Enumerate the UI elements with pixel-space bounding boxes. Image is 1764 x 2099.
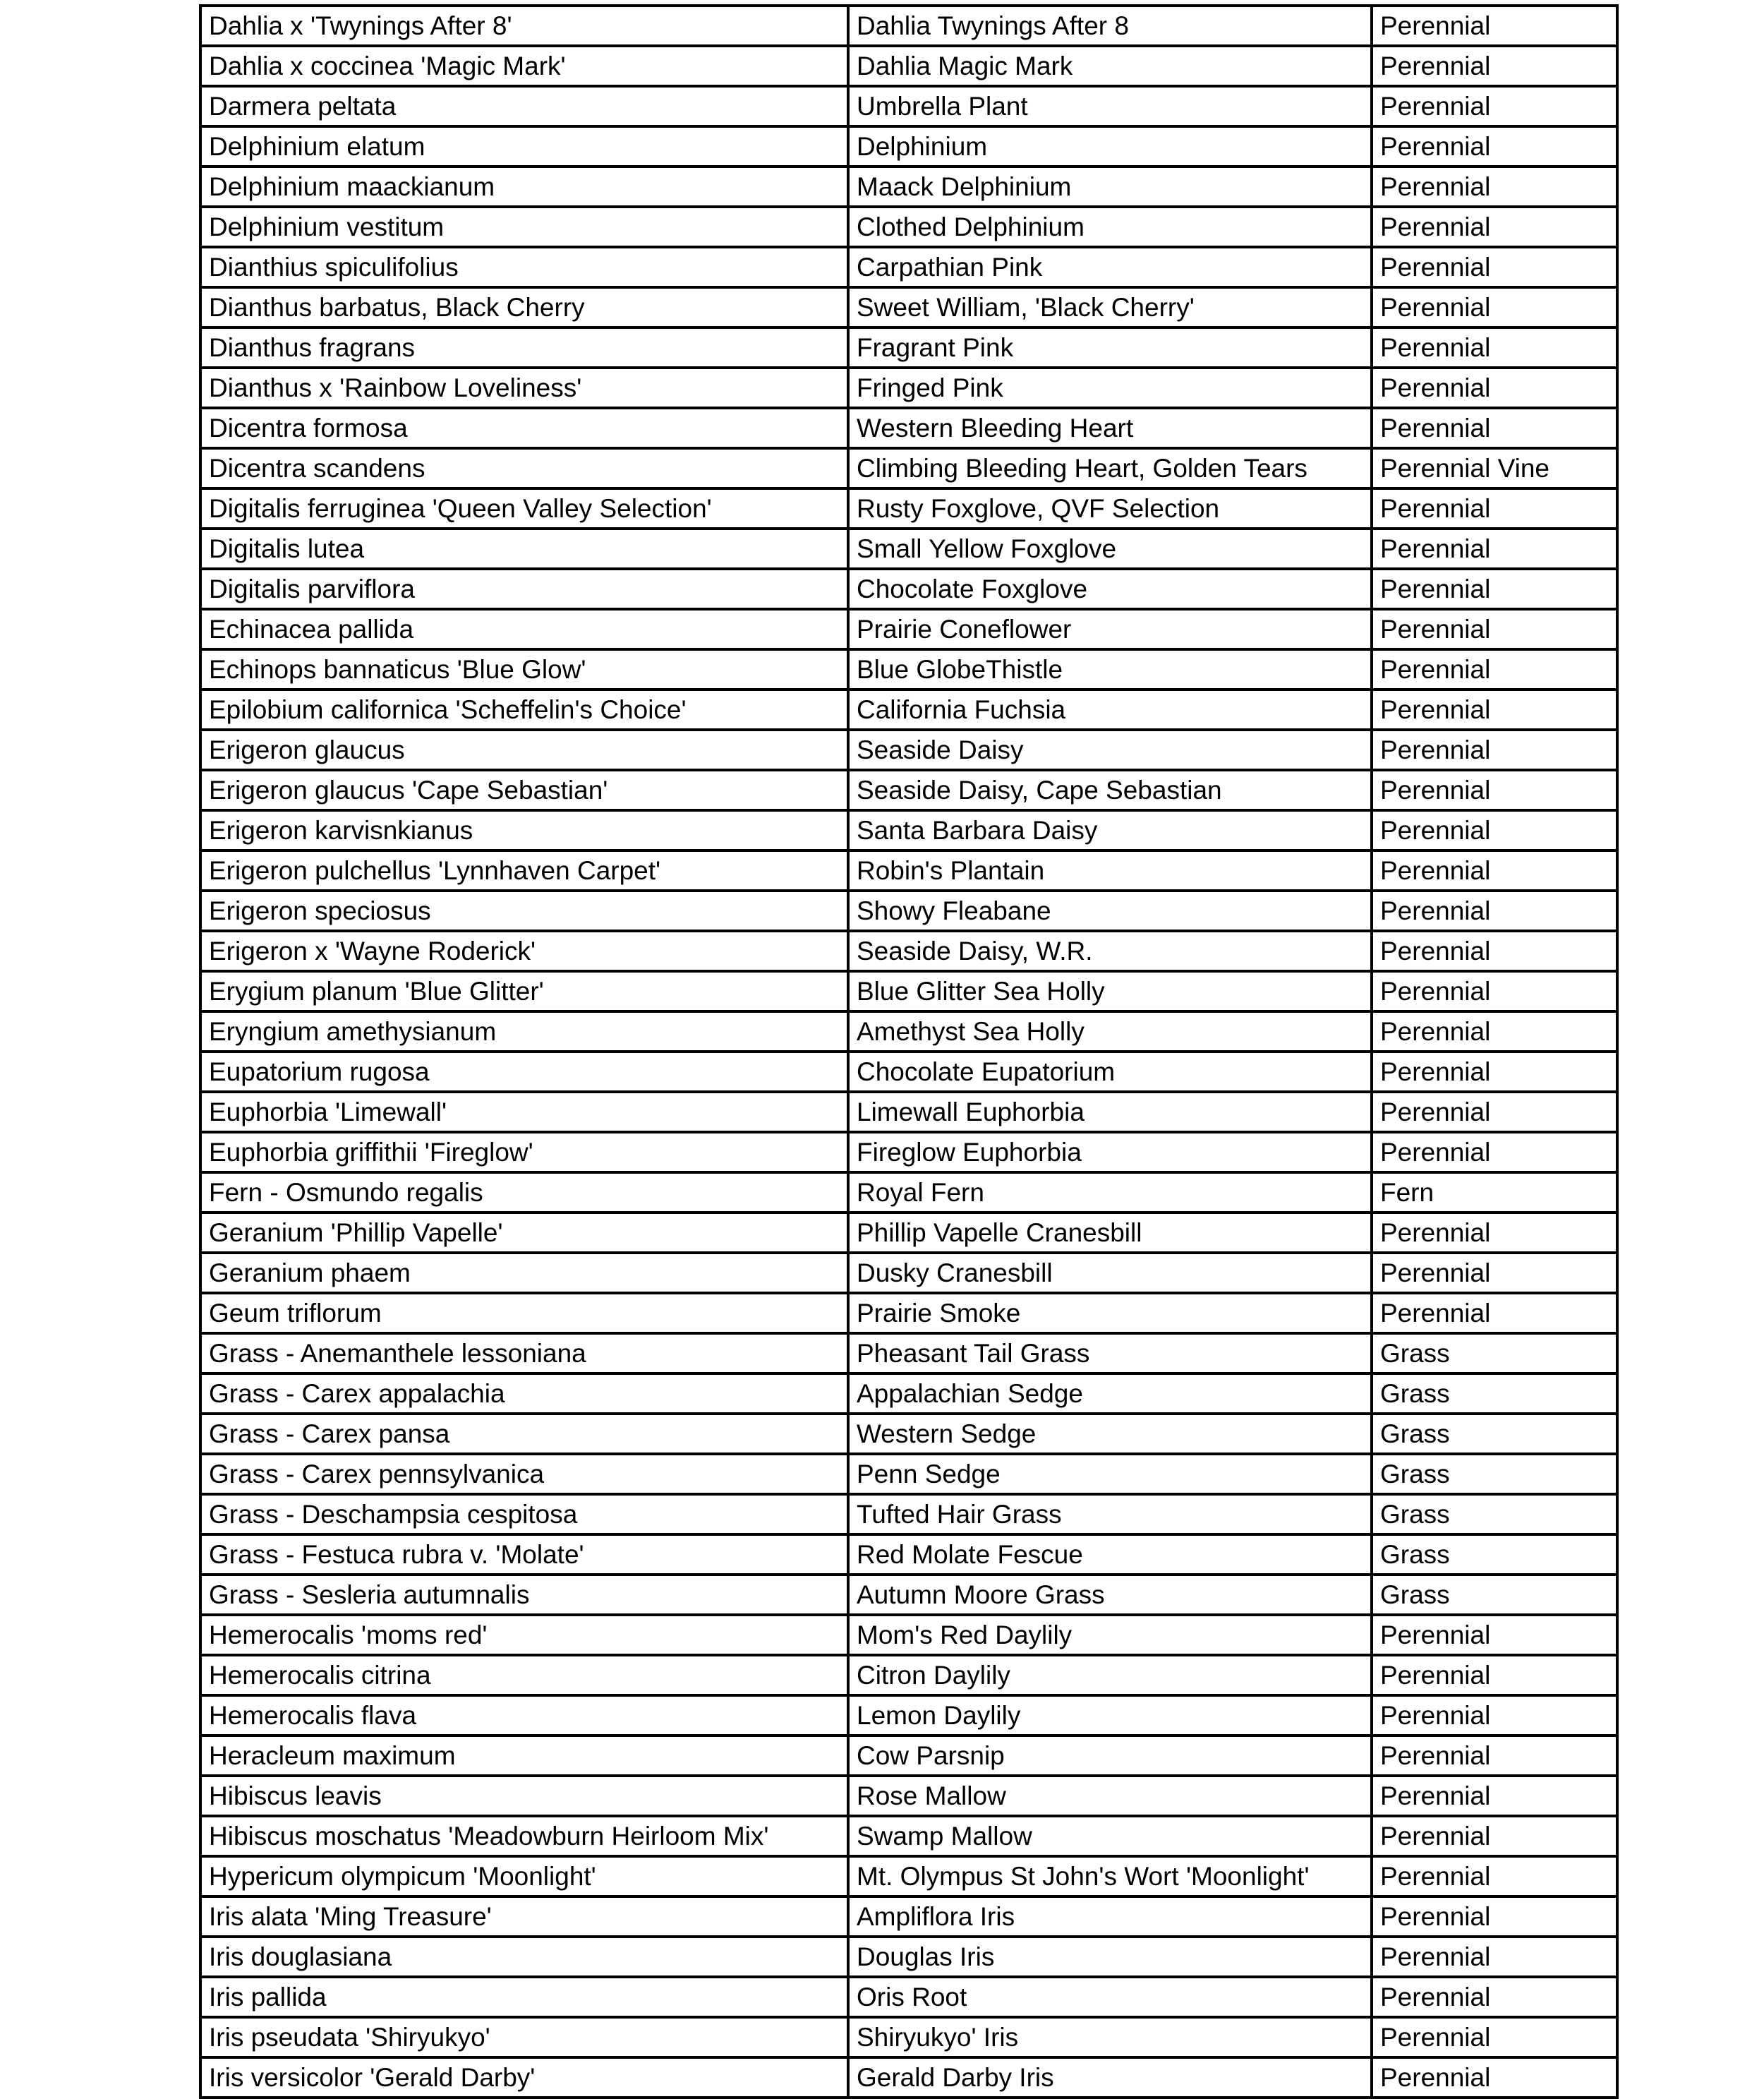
common-name-cell: Seaside Daisy, W.R. <box>848 931 1372 971</box>
table-row <box>200 1333 1617 1373</box>
table-row <box>200 690 1617 730</box>
plant-type-cell: Perennial <box>1372 1253 1617 1293</box>
table-row <box>200 1011 1617 1052</box>
botanical-name-cell: Euphorbia 'Limewall' <box>200 1092 848 1132</box>
table-row <box>200 1454 1617 1494</box>
common-name-cell: Citron Daylily <box>848 1655 1372 1695</box>
common-name-cell: Gerald Darby Iris <box>848 2057 1372 2098</box>
botanical-name-cell: Grass - Carex pennsylvanica <box>200 1454 848 1494</box>
botanical-name-cell: Delphinium vestitum <box>200 207 848 247</box>
botanical-name-cell: Hibiscus moschatus 'Meadowburn Heirloom Mix' <box>200 1816 848 1856</box>
botanical-name-cell: Hibiscus leavis <box>200 1776 848 1816</box>
plant-type-cell: Grass <box>1372 1494 1617 1534</box>
plant-type-cell: Perennial <box>1372 1896 1617 1937</box>
plant-type-cell: Grass <box>1372 1454 1617 1494</box>
plant-type-cell: Perennial <box>1372 1052 1617 1092</box>
botanical-name-cell: Echinops bannaticus 'Blue Glow' <box>200 649 848 690</box>
common-name-cell: Sweet William, 'Black Cherry' <box>848 287 1372 327</box>
botanical-name-cell: Erigeron speciosus <box>200 891 848 931</box>
botanical-name-cell: Eryngium amethysianum <box>200 1011 848 1052</box>
plant-type-cell: Perennial <box>1372 649 1617 690</box>
plant-type-cell: Perennial <box>1372 690 1617 730</box>
common-name-cell: Ampliflora Iris <box>848 1896 1372 1937</box>
botanical-name-cell: Echinacea pallida <box>200 609 848 649</box>
botanical-name-cell: Geranium phaem <box>200 1253 848 1293</box>
common-name-cell: Royal Fern <box>848 1172 1372 1213</box>
common-name-cell: Tufted Hair Grass <box>848 1494 1372 1534</box>
plant-list-body <box>200 6 1617 2098</box>
common-name-cell: Fireglow Euphorbia <box>848 1132 1372 1172</box>
botanical-name-cell: Delphinium maackianum <box>200 167 848 207</box>
table-row <box>200 770 1617 810</box>
botanical-name-cell: Euphorbia griffithii 'Fireglow' <box>200 1132 848 1172</box>
botanical-name-cell: Grass - Festuca rubra v. 'Molate' <box>200 1534 848 1575</box>
table-row <box>200 649 1617 690</box>
table-row <box>200 1937 1617 1977</box>
botanical-name-cell: Iris versicolor 'Gerald Darby' <box>200 2057 848 2098</box>
botanical-name-cell: Fern - Osmundo regalis <box>200 1172 848 1213</box>
common-name-cell: Dusky Cranesbill <box>848 1253 1372 1293</box>
plant-type-cell: Perennial <box>1372 126 1617 167</box>
common-name-cell: Showy Fleabane <box>848 891 1372 931</box>
common-name-cell: Lemon Daylily <box>848 1695 1372 1736</box>
botanical-name-cell: Digitalis parviflora <box>200 569 848 609</box>
common-name-cell: Mt. Olympus St John's Wort 'Moonlight' <box>848 1856 1372 1896</box>
table-row <box>200 1695 1617 1736</box>
table-row <box>200 1052 1617 1092</box>
botanical-name-cell: Hypericum olympicum 'Moonlight' <box>200 1856 848 1896</box>
botanical-name-cell: Iris alata 'Ming Treasure' <box>200 1896 848 1937</box>
table-row <box>200 1494 1617 1534</box>
table-row <box>200 1816 1617 1856</box>
plant-type-cell: Grass <box>1372 1414 1617 1454</box>
plant-type-cell: Perennial <box>1372 1655 1617 1695</box>
common-name-cell: Blue GlobeThistle <box>848 649 1372 690</box>
plant-type-cell: Perennial <box>1372 408 1617 448</box>
plant-type-cell: Perennial <box>1372 770 1617 810</box>
table-row <box>200 971 1617 1011</box>
common-name-cell: Mom's Red Daylily <box>848 1615 1372 1655</box>
plant-type-cell: Grass <box>1372 1373 1617 1414</box>
table-row <box>200 1172 1617 1213</box>
table-row <box>200 86 1617 126</box>
botanical-name-cell: Dicentra formosa <box>200 408 848 448</box>
common-name-cell: Climbing Bleeding Heart, Golden Tears <box>848 448 1372 488</box>
plant-type-cell: Perennial <box>1372 1736 1617 1776</box>
plant-type-cell: Perennial <box>1372 247 1617 287</box>
botanical-name-cell: Erygium planum 'Blue Glitter' <box>200 971 848 1011</box>
plant-type-cell: Perennial <box>1372 368 1617 408</box>
common-name-cell: Limewall Euphorbia <box>848 1092 1372 1132</box>
botanical-name-cell: Eupatorium rugosa <box>200 1052 848 1092</box>
plant-type-cell: Perennial <box>1372 1776 1617 1816</box>
plant-type-cell: Perennial <box>1372 1856 1617 1896</box>
botanical-name-cell: Erigeron pulchellus 'Lynnhaven Carpet' <box>200 850 848 891</box>
table-row <box>200 247 1617 287</box>
botanical-name-cell: Hemerocalis 'moms red' <box>200 1615 848 1655</box>
table-row <box>200 327 1617 368</box>
botanical-name-cell: Geranium 'Phillip Vapelle' <box>200 1213 848 1253</box>
botanical-name-cell: Iris pallida <box>200 1977 848 2017</box>
table-row <box>200 6 1617 46</box>
table-row <box>200 126 1617 167</box>
plant-type-cell: Grass <box>1372 1333 1617 1373</box>
common-name-cell: Autumn Moore Grass <box>848 1575 1372 1615</box>
plant-type-cell: Perennial <box>1372 1092 1617 1132</box>
table-row <box>200 529 1617 569</box>
table-row <box>200 167 1617 207</box>
plant-type-cell: Perennial Vine <box>1372 448 1617 488</box>
botanical-name-cell: Grass - Anemanthele lessoniana <box>200 1333 848 1373</box>
botanical-name-cell: Erigeron glaucus <box>200 730 848 770</box>
common-name-cell: Fringed Pink <box>848 368 1372 408</box>
table-row <box>200 287 1617 327</box>
common-name-cell: Penn Sedge <box>848 1454 1372 1494</box>
common-name-cell: Delphinium <box>848 126 1372 167</box>
common-name-cell: Chocolate Eupatorium <box>848 1052 1372 1092</box>
plant-type-cell: Perennial <box>1372 2057 1617 2098</box>
common-name-cell: Seaside Daisy <box>848 730 1372 770</box>
table-row <box>200 810 1617 850</box>
common-name-cell: Clothed Delphinium <box>848 207 1372 247</box>
common-name-cell: Santa Barbara Daisy <box>848 810 1372 850</box>
plant-type-cell: Perennial <box>1372 46 1617 86</box>
table-row <box>200 1977 1617 2017</box>
table-row <box>200 1655 1617 1695</box>
plant-type-cell: Perennial <box>1372 1615 1617 1655</box>
botanical-name-cell: Dahlia x coccinea 'Magic Mark' <box>200 46 848 86</box>
plant-type-cell: Perennial <box>1372 1695 1617 1736</box>
botanical-name-cell: Digitalis ferruginea 'Queen Valley Selection' <box>200 488 848 529</box>
botanical-name-cell: Grass - Carex pansa <box>200 1414 848 1454</box>
plant-type-cell: Perennial <box>1372 730 1617 770</box>
plant-type-cell: Perennial <box>1372 1977 1617 2017</box>
table-row <box>200 1414 1617 1454</box>
botanical-name-cell: Dianthus x 'Rainbow Loveliness' <box>200 368 848 408</box>
table-row <box>200 408 1617 448</box>
table-row <box>200 1534 1617 1575</box>
common-name-cell: Fragrant Pink <box>848 327 1372 368</box>
table-row <box>200 2017 1617 2057</box>
common-name-cell: Red Molate Fescue <box>848 1534 1372 1575</box>
botanical-name-cell: Dicentra scandens <box>200 448 848 488</box>
plant-type-cell: Perennial <box>1372 850 1617 891</box>
table-row <box>200 1253 1617 1293</box>
plant-type-cell: Perennial <box>1372 287 1617 327</box>
plant-type-cell: Perennial <box>1372 609 1617 649</box>
table-row <box>200 1776 1617 1816</box>
botanical-name-cell: Epilobium californica 'Scheffelin's Choice' <box>200 690 848 730</box>
botanical-name-cell: Grass - Deschampsia cespitosa <box>200 1494 848 1534</box>
common-name-cell: Rose Mallow <box>848 1776 1372 1816</box>
botanical-name-cell: Darmera peltata <box>200 86 848 126</box>
botanical-name-cell: Dianthus fragrans <box>200 327 848 368</box>
plant-type-cell: Fern <box>1372 1172 1617 1213</box>
table-row <box>200 368 1617 408</box>
common-name-cell: Western Sedge <box>848 1414 1372 1454</box>
plant-type-cell: Perennial <box>1372 6 1617 46</box>
botanical-name-cell: Erigeron karvisnkianus <box>200 810 848 850</box>
common-name-cell: Rusty Foxglove, QVF Selection <box>848 488 1372 529</box>
table-row <box>200 931 1617 971</box>
common-name-cell: Chocolate Foxglove <box>848 569 1372 609</box>
common-name-cell: Douglas Iris <box>848 1937 1372 1977</box>
plant-type-cell: Perennial <box>1372 1132 1617 1172</box>
table-row <box>200 488 1617 529</box>
common-name-cell: Robin's Plantain <box>848 850 1372 891</box>
common-name-cell: Dahlia Magic Mark <box>848 46 1372 86</box>
common-name-cell: Appalachian Sedge <box>848 1373 1372 1414</box>
plant-type-cell: Grass <box>1372 1575 1617 1615</box>
table-row <box>200 448 1617 488</box>
plant-type-cell: Perennial <box>1372 1937 1617 1977</box>
botanical-name-cell: Erigeron x 'Wayne Roderick' <box>200 931 848 971</box>
common-name-cell: Small Yellow Foxglove <box>848 529 1372 569</box>
common-name-cell: Seaside Daisy, Cape Sebastian <box>848 770 1372 810</box>
common-name-cell: Oris Root <box>848 1977 1372 2017</box>
plant-type-cell: Perennial <box>1372 931 1617 971</box>
plant-type-cell: Grass <box>1372 1534 1617 1575</box>
plant-type-cell: Perennial <box>1372 569 1617 609</box>
common-name-cell: Cow Parsnip <box>848 1736 1372 1776</box>
table-row <box>200 1736 1617 1776</box>
botanical-name-cell: Heracleum maximum <box>200 1736 848 1776</box>
plant-type-cell: Perennial <box>1372 86 1617 126</box>
plant-type-cell: Perennial <box>1372 810 1617 850</box>
common-name-cell: Prairie Smoke <box>848 1293 1372 1333</box>
common-name-cell: Dahlia Twynings After 8 <box>848 6 1372 46</box>
table-row <box>200 730 1617 770</box>
botanical-name-cell: Erigeron glaucus 'Cape Sebastian' <box>200 770 848 810</box>
common-name-cell: Pheasant Tail Grass <box>848 1333 1372 1373</box>
table-row <box>200 1213 1617 1253</box>
botanical-name-cell: Dahlia x 'Twynings After 8' <box>200 6 848 46</box>
botanical-name-cell: Grass - Sesleria autumnalis <box>200 1575 848 1615</box>
table-row <box>200 569 1617 609</box>
botanical-name-cell: Iris douglasiana <box>200 1937 848 1977</box>
plant-type-cell: Perennial <box>1372 488 1617 529</box>
botanical-name-cell: Delphinium elatum <box>200 126 848 167</box>
common-name-cell: Western Bleeding Heart <box>848 408 1372 448</box>
plant-type-cell: Perennial <box>1372 1816 1617 1856</box>
common-name-cell: Swamp Mallow <box>848 1816 1372 1856</box>
table-row <box>200 1092 1617 1132</box>
table-row <box>200 1856 1617 1896</box>
botanical-name-cell: Hemerocalis citrina <box>200 1655 848 1695</box>
table-row <box>200 1373 1617 1414</box>
botanical-name-cell: Grass - Carex appalachia <box>200 1373 848 1414</box>
table-row <box>200 891 1617 931</box>
botanical-name-cell: Dianthius spiculifolius <box>200 247 848 287</box>
plant-type-cell: Perennial <box>1372 207 1617 247</box>
table-row <box>200 1575 1617 1615</box>
plant-type-cell: Perennial <box>1372 1293 1617 1333</box>
plant-type-cell: Perennial <box>1372 327 1617 368</box>
plant-type-cell: Perennial <box>1372 1011 1617 1052</box>
table-row <box>200 850 1617 891</box>
table-row <box>200 1132 1617 1172</box>
table-row <box>200 609 1617 649</box>
common-name-cell: Prairie Coneflower <box>848 609 1372 649</box>
table-row <box>200 46 1617 86</box>
plant-type-cell: Perennial <box>1372 971 1617 1011</box>
plant-type-cell: Perennial <box>1372 1213 1617 1253</box>
table-row <box>200 2057 1617 2098</box>
botanical-name-cell: Digitalis lutea <box>200 529 848 569</box>
common-name-cell: Shiryukyo' Iris <box>848 2017 1372 2057</box>
table-row <box>200 207 1617 247</box>
botanical-name-cell: Iris pseudata 'Shiryukyo' <box>200 2017 848 2057</box>
botanical-name-cell: Dianthus barbatus, Black Cherry <box>200 287 848 327</box>
plant-list-table <box>199 4 1619 2099</box>
common-name-cell: California Fuchsia <box>848 690 1372 730</box>
table-row <box>200 1293 1617 1333</box>
botanical-name-cell: Hemerocalis flava <box>200 1695 848 1736</box>
common-name-cell: Carpathian Pink <box>848 247 1372 287</box>
table-row <box>200 1615 1617 1655</box>
plant-type-cell: Perennial <box>1372 891 1617 931</box>
common-name-cell: Amethyst Sea Holly <box>848 1011 1372 1052</box>
plant-type-cell: Perennial <box>1372 2017 1617 2057</box>
plant-type-cell: Perennial <box>1372 529 1617 569</box>
table-row <box>200 1896 1617 1937</box>
common-name-cell: Phillip Vapelle Cranesbill <box>848 1213 1372 1253</box>
common-name-cell: Maack Delphinium <box>848 167 1372 207</box>
botanical-name-cell: Geum triflorum <box>200 1293 848 1333</box>
common-name-cell: Blue Glitter Sea Holly <box>848 971 1372 1011</box>
plant-type-cell: Perennial <box>1372 167 1617 207</box>
common-name-cell: Umbrella Plant <box>848 86 1372 126</box>
